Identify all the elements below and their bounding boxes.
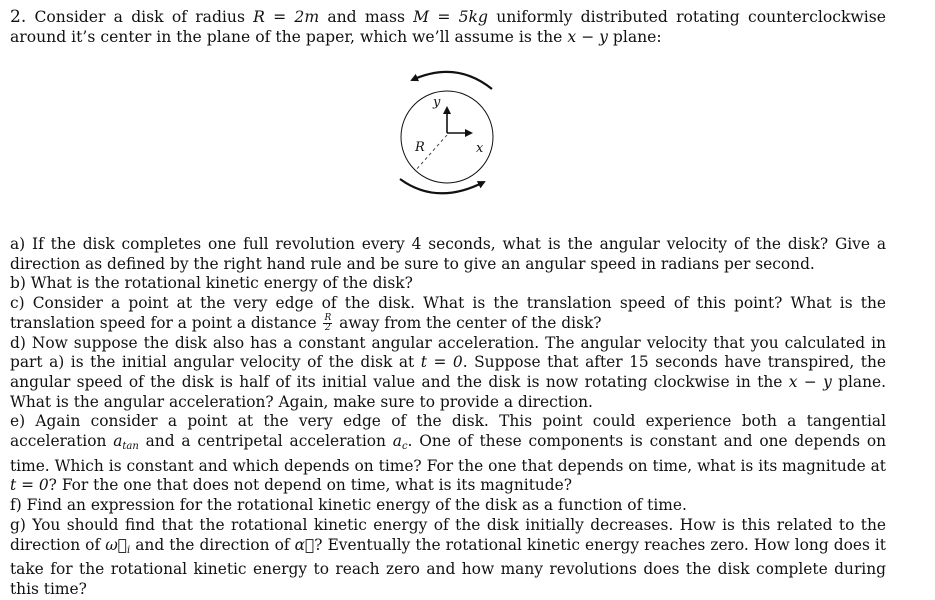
disk-diagram — [392, 62, 502, 206]
mass-expression: M = 5kg — [413, 8, 488, 26]
bottom-rotation-arrow — [400, 179, 484, 193]
disk-figure — [392, 62, 502, 206]
question-list — [10, 235, 886, 600]
question-d — [10, 334, 886, 413]
intro-text-4: plane: — [607, 27, 662, 46]
question-f: f) Find an expression for the rotational kinetic energy of the disk as a function of time. — [10, 496, 687, 515]
problem-intro-text — [10, 8, 886, 47]
fraction-denominator: 2 — [324, 323, 331, 334]
fraction-numerator: R — [324, 313, 332, 324]
r-over-2-fraction — [323, 314, 332, 333]
a-tan-subscript: tan — [122, 441, 139, 453]
omega-vector-symbol: ω⃗ — [105, 535, 127, 554]
question-d-text-2: . Suppose that after 15 seconds have transpired, the angular speed of the disk is half of its initial value and the disk is now rotating clockwise in the — [10, 353, 886, 391]
disk-circle — [401, 91, 493, 183]
time-zero-expression-e: t = 0 — [10, 476, 49, 495]
a-c-symbol: a — [392, 432, 402, 451]
question-g-text-1: g) You should find that the rotational kinetic energy of the disk initially decreases. How is this related to the direction of — [10, 515, 886, 554]
a-c-subscript: c — [401, 441, 408, 453]
question-e-text-2: and a centripetal acceleration — [138, 432, 393, 451]
question-g-text-2: and the direction of — [130, 535, 295, 554]
y-axis-label: y — [433, 95, 441, 110]
time-zero-expression: t = 0 — [420, 353, 463, 372]
intro-text-2: and mass — [319, 8, 414, 26]
alpha-vector-symbol: α⃗ — [294, 535, 315, 554]
question-g-text-3: ? Eventually the rotational kinetic energy reaches zero. How long does it take for the rotational kinetic energy to reach zero and how many revolutions does the disk complete during this time? — [10, 535, 886, 598]
question-e-text-4: ? For the one that does not depend on time, what is its magnitude? — [48, 476, 573, 495]
question-g — [10, 516, 886, 600]
question-e — [10, 412, 886, 496]
omega-subscript: i — [126, 544, 131, 556]
question-e-text-3: . One of these components is constant and one depends on time. Which is constant and which depends on time? For the one that depends on time, what is its magnitude at — [10, 432, 887, 475]
question-c-text-2: away from the center of the disk? — [334, 313, 602, 332]
question-a: a) If the disk completes one full revolution every 4 seconds, what is the angular velocity of the disk? Give a direction as defined by the right hand rule and be sure to give an angular speed in radians per second. — [10, 235, 886, 273]
question-e-text-1: e) Again consider a point at the very edge of the disk. This point could experience both a tangential acceleration — [10, 412, 886, 451]
x-axis-label: x — [476, 141, 484, 156]
question-b: b) What is the rotational kinetic energy of the disk? — [10, 274, 413, 293]
plane-expression: x − y — [567, 27, 608, 46]
top-rotation-arrow — [412, 72, 492, 89]
intro-text-1: Consider a disk of radius — [34, 8, 254, 26]
question-c-text-1: c) Consider a point at the very edge of the disk. What is the translation speed of this point? What is the translation speed for a point a distance — [10, 294, 886, 332]
question-c — [10, 294, 886, 333]
radius-expression: R = 2m — [253, 8, 320, 26]
plane-expression-d: x − y — [788, 372, 832, 391]
radius-label: R — [415, 140, 425, 155]
problem-intro — [10, 8, 886, 47]
question-d-text-1: d) Now suppose the disk also has a constant angular acceleration. The angular velocity that you calculated in part a) is the initial angular velocity of the disk at — [10, 333, 886, 372]
a-tan-symbol: a — [113, 432, 123, 451]
question-d-text-3: plane. What is the angular acceleration? Again, make sure to provide a direction. — [10, 372, 886, 411]
problem-number: 2. — [10, 7, 27, 27]
intro-text-3: uniformly distributed rotating counterclockwise around it’s center in the plane of the paper, which we’ll assume is the — [10, 8, 886, 46]
